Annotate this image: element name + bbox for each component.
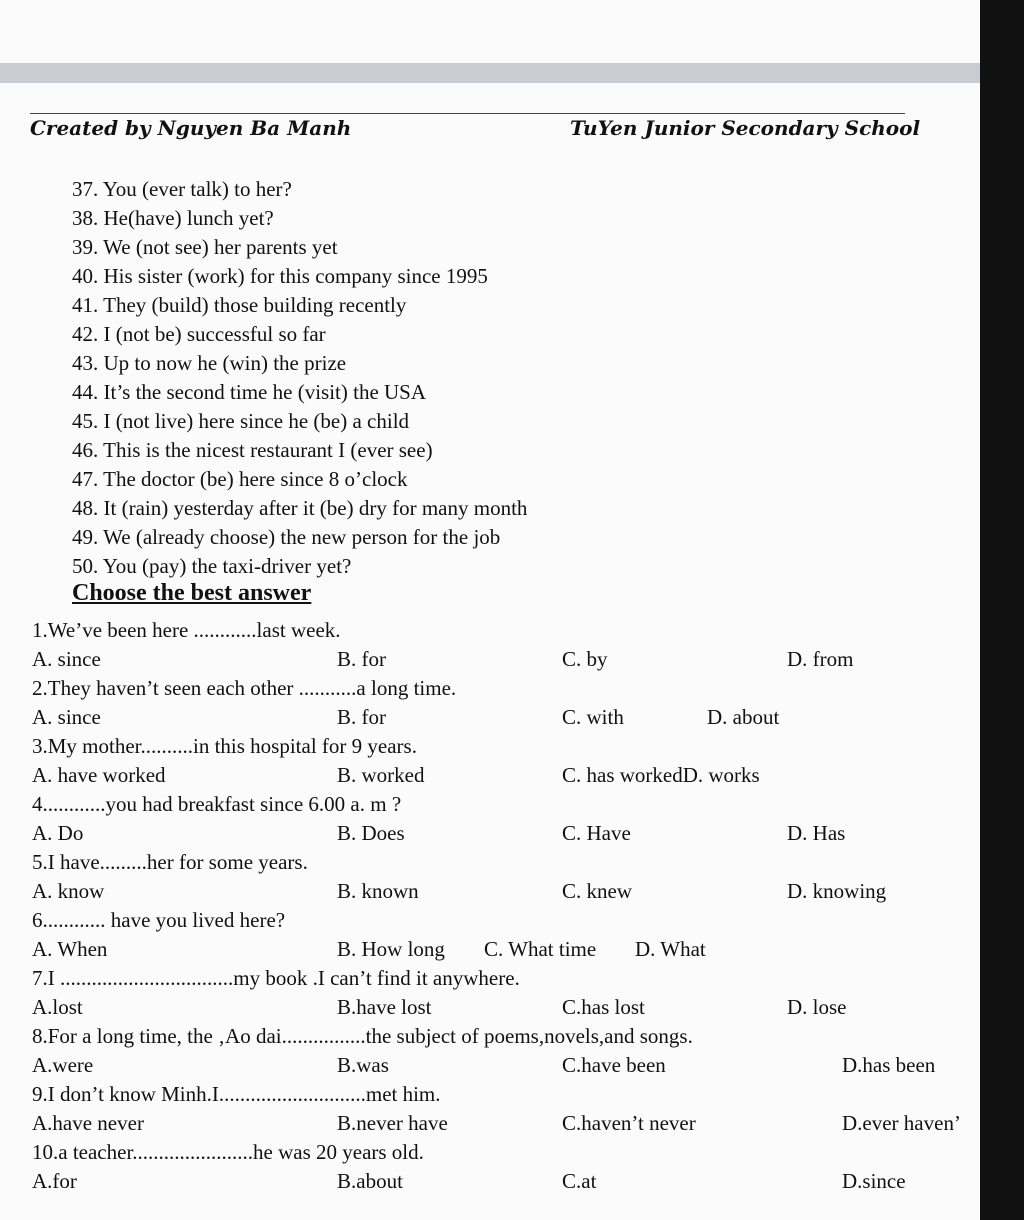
question-text: 2.They haven’t seen each other ...........a long time. [32,676,457,700]
exercise-item: 48. It (rain) yesterday after it (be) dry for many month [72,496,528,520]
question-text: 4............you had breakfast since 6.00 a. m ? [32,792,402,816]
exercise-list [72,175,527,581]
exercise-item: 49. We (already choose) the new person for the job [72,525,501,549]
answer-options [32,1051,977,1080]
question-text: 8.For a long time, the ‚Ao dai................the subject of poems,novels,and songs. [32,1024,693,1048]
answer-options [32,935,977,964]
answer-option[interactable]: B.was [337,1053,389,1077]
answer-option[interactable]: C. Have [562,821,631,845]
answer-option[interactable]: A. since [32,647,101,671]
exercise-item: 45. I (not live) here since he (be) a child [72,409,410,433]
answer-options [32,993,977,1022]
answer-options [32,1109,977,1138]
question-text: 6............ have you lived here? [32,908,286,932]
answer-option[interactable]: B. Does [337,821,405,845]
answer-option[interactable]: B. How long [337,937,445,961]
answer-option[interactable]: A. since [32,705,101,729]
answer-option[interactable]: B. known [337,879,419,903]
answer-option[interactable]: A. know [32,879,105,903]
answer-options [32,761,977,790]
exercise-item: 37. You (ever talk) to her? [72,177,292,201]
answer-option[interactable]: D. lose [787,995,847,1019]
exercise-item: 44. It’s the second time he (visit) the USA [72,380,427,404]
answer-option[interactable]: B.have lost [337,995,432,1019]
answer-option[interactable]: C.at [562,1169,597,1193]
answer-option[interactable]: A.have never [32,1111,144,1135]
answer-options [32,703,977,732]
answer-options [32,645,977,674]
exercise-item: 40. His sister (work) for this company since 1995 [72,264,488,288]
answer-option[interactable]: A.for [32,1169,77,1193]
question-text: 9.I don’t know Minh.I............................met him. [32,1082,441,1106]
exercise-item: 47. The doctor (be) here since 8 o’clock [72,467,408,491]
answer-option[interactable]: C. has workedD. works [562,763,760,787]
answer-option[interactable]: B. worked [337,763,425,787]
answer-options [32,819,977,848]
exercise-item: 39. We (not see) her parents yet [72,235,338,259]
answer-option[interactable]: B.never have [337,1111,448,1135]
exercise-item: 42. I (not be) successful so far [72,322,326,346]
exercise-item: 50. You (pay) the taxi-driver yet? [72,554,352,578]
answer-option[interactable]: D. What [635,937,706,961]
question-text: 7.I .................................my book .I can’t find it anywhere. [32,966,520,990]
answer-option[interactable]: C. by [562,647,608,671]
answer-option[interactable]: C.have been [562,1053,666,1077]
exercise-item: 43. Up to now he (win) the prize [72,351,347,375]
answer-option[interactable]: D. Has [787,821,846,845]
answer-option[interactable]: D.ever haven’ [842,1111,961,1135]
answer-option[interactable]: C.haven’t never [562,1111,696,1135]
answer-option[interactable]: B.about [337,1169,403,1193]
header-school: TuYen Junior Secondary School [570,116,921,140]
question-text: 3.My mother..........in this hospital for 9 years. [32,734,417,758]
exercise-item: 41. They (build) those building recently [72,293,407,317]
answer-options [32,1167,977,1196]
answer-option[interactable]: C.has lost [562,995,645,1019]
answer-option[interactable]: C. with [562,705,624,729]
header-rule [30,113,905,114]
answer-option[interactable]: D.has been [842,1053,936,1077]
answer-option[interactable]: D. from [787,647,854,671]
answer-option[interactable]: A. When [32,937,108,961]
section-title: Choose the best answer [72,580,312,606]
top-margin-band [0,63,980,83]
answer-options [32,877,977,906]
answer-option[interactable]: D. about [707,705,780,729]
answer-option[interactable]: C. What time [484,937,597,961]
answer-option[interactable]: A.lost [32,995,83,1019]
header-author: Created by Nguyen Ba Manh [30,116,352,140]
answer-option[interactable]: A.were [32,1053,94,1077]
multiple-choice-section [32,616,977,1196]
answer-option[interactable]: A. Do [32,821,84,845]
exercise-item: 38. He(have) lunch yet? [72,206,274,230]
answer-option[interactable]: D. knowing [787,879,887,903]
answer-option[interactable]: C. knew [562,879,632,903]
answer-option[interactable]: D.since [842,1169,906,1193]
question-text: 1.We’ve been here ............last week. [32,618,341,642]
question-text: 10.a teacher.......................he was 20 years old. [32,1140,424,1164]
answer-option[interactable]: B. for [337,647,386,671]
exercise-item: 46. This is the nicest restaurant I (ever see) [72,438,433,462]
question-text: 5.I have.........her for some years. [32,850,308,874]
answer-option[interactable]: A. have worked [32,763,166,787]
answer-option[interactable]: B. for [337,705,386,729]
